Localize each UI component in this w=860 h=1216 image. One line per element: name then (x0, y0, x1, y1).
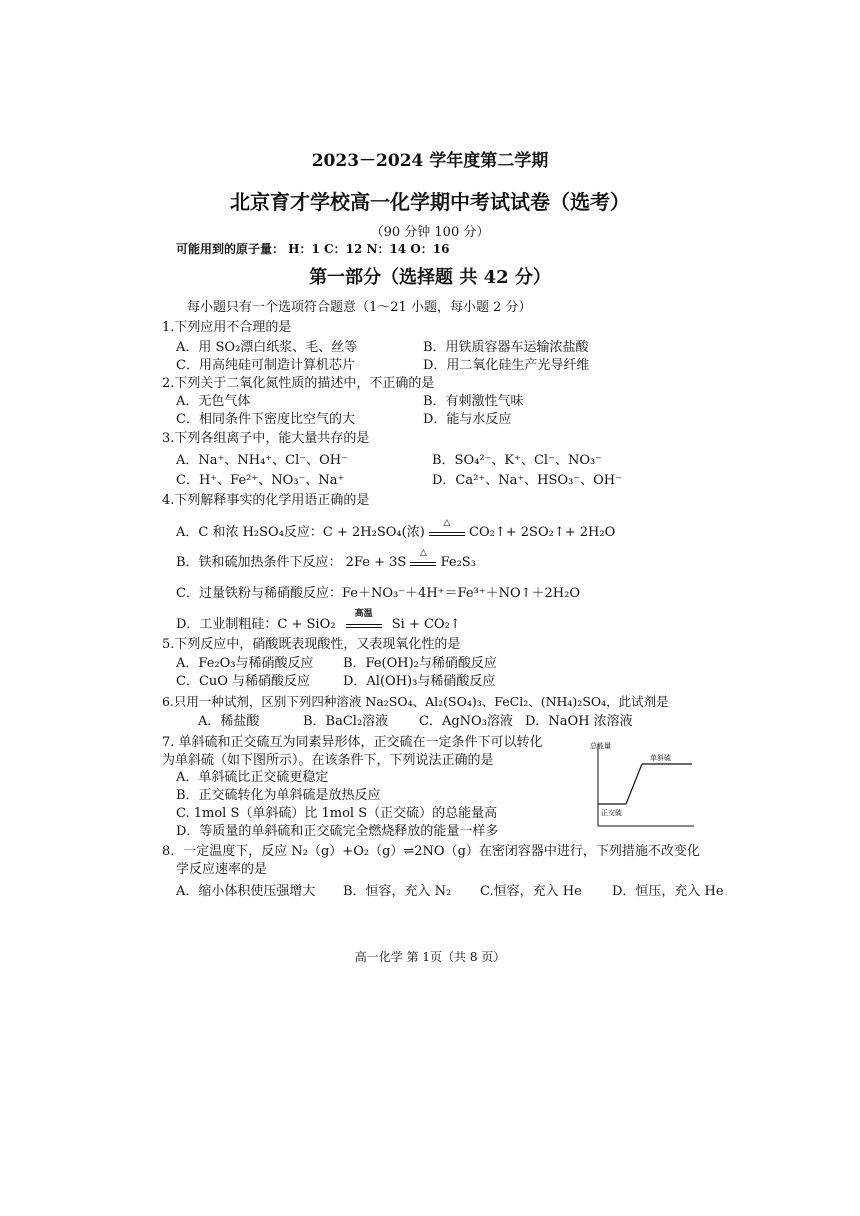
q2-option-a: A．无色气体 (176, 394, 251, 409)
q4-option-b-lhs: B．铁和硫加热条件下反应： 2Fe + 3S (176, 555, 407, 570)
q1-option-c: C．用高纯硅可制造计算机芯片 (176, 358, 355, 373)
q6-option-a: A．稀盐酸 (198, 714, 260, 729)
high-temp-condition: 高温 (354, 609, 373, 619)
q4-stem: 4.下列解释事实的化学用语正确的是 (162, 493, 370, 508)
q8-option-b: B．恒容，充入 N₂ (343, 884, 452, 899)
atomic-masses: 可能用到的原子量： H：1 C：12 N：14 O：16 (176, 242, 450, 256)
q1-option-b: B．用铁质容器车运输浓盐酸 (423, 340, 589, 355)
q7-stem-line1: 7. 单斜硫和正交硫互为同素异形体，正交硫在一定条件下可以转化 (162, 735, 543, 750)
q1-option-a: A．用 SO₂漂白纸浆、毛、丝等 (176, 340, 358, 355)
q7-option-a: A．单斜硫比正交硫更稳定 (176, 770, 329, 785)
q8-stem-line1: 8．一定温度下，反应 N₂（g）+O₂（g）⇌2NO（g）在密闭容器中进行，下列措施不改变化 (162, 844, 700, 859)
q3-option-b: B．SO₄²⁻、K⁺、Cl⁻、NO₃⁻ (432, 453, 603, 468)
exam-duration: （90 分钟 100 分） (370, 225, 490, 240)
q3-option-c: C．H⁺、Fe²⁺、NO₃⁻、Na⁺ (176, 473, 345, 488)
q4-option-d-lhs: D．工业制粗硅：C + SiO₂ (176, 617, 336, 632)
q4-option-d-rhs: Si + CO₂↑ (391, 617, 461, 632)
heat-equals-sign (410, 548, 436, 566)
heat-condition: △ (419, 548, 427, 558)
q4-option-b (176, 548, 476, 571)
q3-stem: 3.下列各组离子中，能大量共存的是 (162, 431, 370, 446)
part1-heading: 第一部分（选择题 共 42 分） (309, 267, 551, 288)
q3-option-a: A．Na⁺、NH₄⁺、Cl⁻、OH⁻ (176, 453, 348, 468)
q2-option-b: B．有刺激性气味 (423, 394, 524, 409)
q4-option-c: C．过量铁粉与稀硝酸反应：Fe＋NO₃⁻＋4H⁺＝Fe³⁺＋NO↑＋2H₂O (176, 586, 581, 601)
q4-option-b-rhs: Fe₂S₃ (440, 555, 476, 570)
q8-stem-line2: 学反应速率的是 (176, 862, 268, 877)
q4-option-a-rhs: CO₂↑+ 2SO₂↑+ 2H₂O (469, 525, 616, 540)
q5-option-c: C．CuO 与稀硝酸反应 (176, 674, 311, 689)
q5-option-d: D．Al(OH)₃与稀硝酸反应 (343, 674, 496, 689)
q4-option-a (176, 518, 616, 541)
q6-stem: 6.只用一种试剂，区别下列四种溶液 Na₂SO₄、Al₂(SO₄)₃、FeCl₂、(NH₄)₂SO₄，此试剂是 (162, 694, 669, 709)
q1-stem: 1.下列应用不合理的是 (162, 320, 292, 335)
high-temp-equals-sign (346, 609, 382, 628)
q7-option-c: C. 1mol S（单斜硫）比 1mol S（正交硫）的总能量高 (176, 806, 498, 821)
q7-option-d: D．等质量的单斜硫和正交硫完全燃烧释放的能量一样多 (176, 824, 499, 839)
q5-option-a: A．Fe₂O₃与稀硝酸反应 (176, 656, 314, 671)
q3-option-d: D．Ca²⁺、Na⁺、HSO₃⁻、OH⁻ (432, 473, 623, 488)
part1-instruction: 每小题只有一个选项符合题意（1～21 小题，每小题 2 分） (187, 300, 532, 315)
q1-option-d: D．用二氧化硅生产光导纤维 (423, 358, 590, 373)
q6-option-c: C．AgNO₃溶液 (419, 714, 513, 729)
q8-option-d: D．恒压，充入 He (612, 884, 724, 899)
monoclinic-label: 单斜硫 (650, 754, 671, 762)
q8-option-a: A．缩小体积使压强增大 (176, 884, 316, 899)
page-footer: 高一化学 第 1页（共 8 页） (354, 950, 506, 964)
q7-option-b: B．正交硫转化为单斜硫是放热反应 (176, 788, 381, 803)
transition-line (626, 764, 642, 804)
q5-stem: 5.下列反应中，硝酸既表现酸性，又表现氧化性的是 (162, 637, 461, 652)
q4-option-a-lhs: A．C 和浓 H₂SO₄反应：C + 2H₂SO₄(浓) (176, 525, 425, 540)
energy-axis-label: 总能量 (590, 742, 611, 750)
q6-option-b: B．BaCl₂溶液 (303, 714, 389, 729)
energy-diagram (588, 740, 698, 832)
heat-equals-sign (429, 518, 465, 536)
q2-option-d: D．能与水反应 (423, 412, 512, 427)
q6-option-d: D．NaOH 浓溶液 (525, 714, 633, 729)
q2-option-c: C．相同条件下密度比空气的大 (176, 412, 355, 427)
q4-option-d (176, 609, 461, 633)
q5-option-b: B．Fe(OH)₂与稀硝酸反应 (343, 656, 497, 671)
q8-option-c: C.恒容，充入 He (480, 884, 582, 899)
q2-stem: 2.下列关于二氧化氮性质的描述中，不正确的是 (162, 376, 435, 391)
exam-title: 北京育才学校高一化学期中考试试卷（选考） (230, 190, 630, 214)
exam-term: 2023－2024 学年度第二学期 (311, 151, 549, 171)
heat-condition: △ (443, 518, 451, 528)
orthorhombic-label: 正交硫 (601, 809, 622, 817)
q7-stem-line2: 为单斜硫（如下图所示）。在该条件下，下列说法正确的是 (162, 753, 494, 768)
